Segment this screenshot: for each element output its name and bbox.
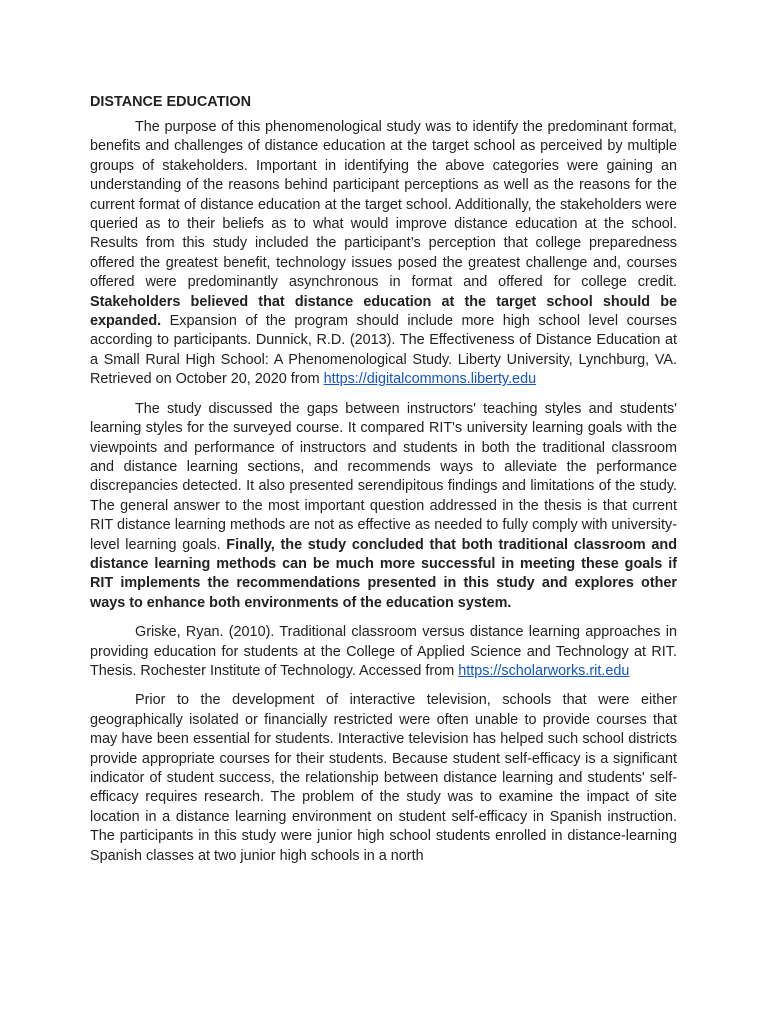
rit-link[interactable]: https://scholarworks.rit.edu: [458, 662, 630, 679]
paragraph-1-bold: Stakeholders believed that distance education at the target school should be expanded.: [90, 293, 677, 330]
paragraph-3: [90, 623, 677, 681]
document-body: [90, 93, 677, 866]
paragraph-2-bold: Finally, the study concluded that both traditional classroom and distance learning methods can be much more successful in meeting these goals if RIT implements the recommendations presented in this study and explores other ways to enhance both environments of the education system.: [90, 536, 677, 611]
paragraph-2: [90, 400, 677, 613]
paragraph-2-text: The study discussed the gaps between instructors' teaching styles and students' learning styles for the surveyed course. It compared RIT's university learning goals with the viewpoints and performance of instructors and students in both the traditional classroom and distance learning sections, and recommends ways to alleviate the performance discrepancies detected. It also presented serendipitous findings and limitations of the study. The general answer to the most important question addressed in the thesis is that current RIT distance learning methods are not as effective as needed to fully comply with university-level learning goals.: [90, 400, 677, 553]
paragraph-1-text: The purpose of this phenomenological study was to identify the predominant format, benefits and challenges of distance education at the target school as perceived by multiple groups of stakeholders. Important in identifying the above categories were gaining an understanding of the reasons behind participant perceptions as well as the reasons for the current format of distance education at the target school. Additionally, the stakeholders were queried as to their beliefs as to what would improve distance education at the school. Results from this study included the participant’s perception that college preparedness offered the greatest benefit, technology issues posed the greatest challenge and, courses offered were predominantly asynchronous in format and offered for college credit.: [90, 119, 677, 291]
paragraph-3-text: Griske, Ryan. (2010). Traditional classroom versus distance learning approaches in providing education for students at the College of Applied Science and Technology at RIT. Thesis. Rochester Institute of Technology. Accessed from: [90, 624, 677, 679]
paragraph-1-citation: Expansion of the program should include more high school level courses according to participants. Dunnick, R.D. (2013). The Effectiveness of Distance Education at a Small Rural High School: A Phenomenological Study. Liberty University, Lynchburg, VA. Retrieved on October 20, 2020 from: [90, 313, 677, 388]
liberty-link[interactable]: https://digitalcommons.liberty.edu: [323, 371, 537, 388]
section-heading: DISTANCE EDUCATION: [90, 94, 251, 110]
paragraph-4-text: Prior to the development of interactive television, schools that were either geographically isolated or financially restricted were often unable to provide courses that may have been essential for students. Interactive television has helped such school districts provide appropriate courses for their students. Because student self-efficacy is a significant indicator of student success, the relationship between distance learning and students' self-efficacy requires research. The problem of the study was to examine the impact of site location in a distance learning environment on student self-efficacy in Spanish instruction. The participants in this study were junior high school students enrolled in distance-learning Spanish classes at two junior high schools in a north: [90, 692, 677, 864]
paragraph-4: [90, 691, 677, 866]
paragraph-1: [90, 118, 677, 390]
